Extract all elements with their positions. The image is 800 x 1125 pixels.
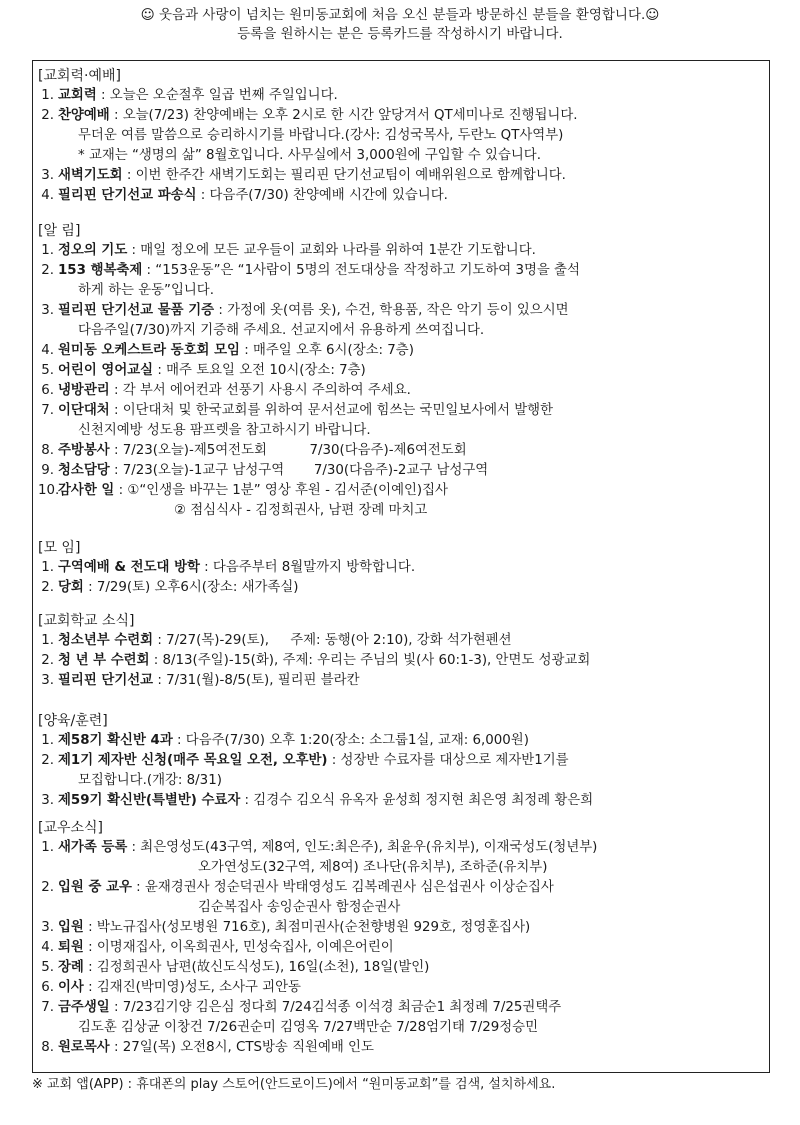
- item-number: 1 .: [38, 838, 54, 858]
- item-text: : 이번 한주간 새벽기도회는 필리핀 단기선교팀이 예배위원으로 함께합니다.: [122, 168, 566, 183]
- notice-item: [38, 481, 768, 501]
- item-text: : 가정에 옷(여름 옷), 수건, 학용품, 작은 악기 등이 있으시면: [214, 303, 569, 318]
- notice-item: [38, 241, 768, 261]
- section: [38, 66, 768, 206]
- section-title: [교우소식]: [38, 820, 104, 836]
- notice-item: [38, 461, 768, 481]
- notice-item: [38, 978, 768, 998]
- item-number: 3 .: [38, 301, 54, 321]
- item-heading: 새가족 등록: [58, 840, 128, 855]
- item-text: : 7/23김기양 김은심 정다희 7/24김석종 이석경 최금순1 최정례 7/25권택주: [109, 1000, 562, 1015]
- item-heading: 장례: [58, 960, 84, 975]
- notice-item: [38, 166, 768, 186]
- item-heading: 필리핀 단기선교 물품 기증: [58, 303, 215, 318]
- notice-item: [38, 441, 768, 461]
- notice-item: [38, 186, 768, 206]
- notice-item: [38, 918, 768, 938]
- item-continuation: 무더운 여름 말씀으로 승리하시기를 바랍니다.(강사: 김성국목사, 두란노 QT사역부): [78, 128, 564, 143]
- item-heading: 청소담당: [58, 463, 110, 478]
- item-number: 9 .: [38, 461, 54, 481]
- item-text: : 7/29(토) 오후6시(장소: 새가족실): [83, 580, 299, 595]
- item-number: 1 .: [38, 558, 54, 578]
- item-text: : 7/31(월)-8/5(토), 필리핀 블라칸: [153, 673, 360, 688]
- item-text: : 이명재집사, 이옥희권사, 민성숙집사, 이예은어린이: [83, 940, 394, 955]
- notice-item: [38, 938, 768, 958]
- item-number: 5 .: [38, 958, 54, 978]
- item-number: 4 .: [38, 938, 54, 958]
- item-continuation: 다음주일(7/30)까지 기증해 주세요. 선교지에서 유용하게 쓰여집니다.: [78, 323, 485, 338]
- item-heading: 제1기 제자반 신청(매주 목요일 오전, 오후반): [58, 753, 328, 768]
- item-heading: 제58기 확신반 4과: [58, 733, 173, 748]
- item-number: 8 .: [38, 1038, 54, 1058]
- item-heading: 153 행복축제: [58, 263, 143, 278]
- item-heading: 감사한 일: [58, 483, 115, 498]
- item-number: 2 .: [38, 751, 54, 771]
- section: [38, 221, 768, 521]
- notice-item: [38, 671, 768, 691]
- item-heading: 이사: [58, 980, 84, 995]
- item-text: : 김경수 김오식 유옥자 윤성희 정지현 최은영 최정례 황은희: [240, 793, 594, 808]
- item-text: : 각 부서 에어컨과 선풍기 사용시 주의하여 주세요.: [109, 383, 411, 398]
- item-text: : 최은영성도(43구역, 제8여, 인도:최은주), 최윤우(유치부), 이재국성도(청년부): [127, 840, 598, 855]
- notice-item: [38, 878, 768, 898]
- welcome-line-2: 등록을 원하시는 분은 등록카드를 작성하시기 바랍니다.: [237, 26, 563, 42]
- item-text: : 오늘(7/23) 찬양예배는 오후 2시로 한 시간 앞당겨서 QT세미나로 진행됩니다.: [109, 108, 578, 123]
- item-heading: 입원 중 교우: [58, 880, 132, 895]
- item-heading: 당회: [58, 580, 84, 595]
- item-number: 2 .: [38, 261, 54, 281]
- item-text: : 윤재경권사 정순덕권사 박태영성도 김복례권사 심은섭권사 이상순집사: [131, 880, 554, 895]
- item-heading: 필리핀 단기선교 파송식: [58, 188, 197, 203]
- item-text: : 7/23(오늘)-제5여전도회 7/30(다음주)-제6여전도회: [109, 443, 467, 458]
- item-text: : 7/23(오늘)-1교구 남성구역 7/30(다음주)-2교구 남성구역: [109, 463, 489, 478]
- item-continuation: 하게 하는 운동”입니다.: [78, 283, 214, 298]
- item-heading: 어린이 영어교실: [58, 363, 154, 378]
- app-notice: ※ 교회 앱(APP) : 휴대폰의 play 스토어(안드로이드)에서 “원미동교회”를 검색, 설치하세요.: [32, 1077, 556, 1092]
- notice-item: [38, 838, 768, 858]
- item-number: 3 .: [38, 166, 54, 186]
- item-heading: 주방봉사: [58, 443, 110, 458]
- item-heading: 구역예배 & 전도대 방학: [58, 560, 200, 575]
- notice-item: [38, 301, 768, 321]
- item-heading: 원미동 오케스트라 동호회 모임: [58, 343, 240, 358]
- item-text: : 박노규집사(성모병원 716호), 최점미권사(순천향병원 929호, 정영훈집사): [83, 920, 531, 935]
- item-heading: 이단대처: [58, 403, 110, 418]
- notice-item: [38, 1038, 768, 1058]
- item-number: 4 .: [38, 341, 54, 361]
- item-number: 2 .: [38, 578, 54, 598]
- item-text: : “153운동”은 “1사람이 5명의 전도대상을 작정하고 기도하여 3명을 출석: [142, 263, 580, 278]
- section-title: [모 임]: [38, 540, 81, 556]
- section: [38, 538, 768, 598]
- item-number: 2 .: [38, 878, 54, 898]
- item-text: : 다음주(7/30) 찬양예배 시간에 있습니다.: [196, 188, 448, 203]
- notice-item: [38, 998, 768, 1018]
- item-text: : ①“인생을 바꾸는 1분” 영상 후원 - 김서준(이예인)집사: [114, 483, 448, 498]
- item-text: : 김정희권사 남편(故신도식성도), 16일(소천), 18일(발인): [83, 960, 430, 975]
- section: [38, 611, 768, 691]
- notice-item: [38, 631, 768, 651]
- notice-item: [38, 86, 768, 106]
- item-heading: 새벽기도회: [58, 168, 123, 183]
- item-continuation: 모집합니다.(개강: 8/31): [78, 773, 222, 788]
- item-text: : 다음주(7/30) 오후 1:20(장소: 소그룹1실, 교재: 6,000원): [172, 733, 529, 748]
- item-continuation: 김도훈 김상균 이창건 7/26권순미 김영옥 7/27백만순 7/28엄기태 7/29정승민: [78, 1020, 538, 1035]
- item-text: : 성장반 수료자를 대상으로 제자반1기를: [327, 753, 569, 768]
- item-number: 1 .: [38, 86, 54, 106]
- item-heading: 제59기 확신반(특별반) 수료자: [58, 793, 241, 808]
- item-heading: 퇴원: [58, 940, 84, 955]
- notice-item: [38, 261, 768, 281]
- section: [38, 818, 768, 1058]
- item-continuation: ② 점심식사 - 김정희권사, 남편 장례 마치고: [174, 503, 428, 518]
- item-number: 2 .: [38, 106, 54, 126]
- item-number: 3 .: [38, 671, 54, 691]
- item-heading: 원로목사: [58, 1040, 110, 1055]
- item-number: 1 .: [38, 631, 54, 651]
- item-number: 7 .: [38, 998, 54, 1018]
- notice-item: [38, 651, 768, 671]
- notice-item: [38, 791, 768, 811]
- item-continuation: 신천지예방 성도용 팜프렛을 참고하시기 바랍니다.: [78, 423, 371, 438]
- item-continuation: * 교재는 “생명의 삶” 8월호입니다. 사무실에서 3,000원에 구입할 수 있습니다.: [78, 148, 541, 163]
- item-number: 2 .: [38, 651, 54, 671]
- item-text: : 8/13(주일)-15(화), 주제: 우리는 주님의 빛(사 60:1-3), 안면도 성광교회: [149, 653, 591, 668]
- notice-item: [38, 106, 768, 126]
- item-continuation: 오가연성도(32구역, 제8여) 조나단(유치부), 조하준(유치부): [198, 860, 548, 875]
- item-heading: 교회력: [58, 88, 97, 103]
- item-text: : 매주 토요일 오전 10시(장소: 7층): [153, 363, 366, 378]
- item-number: 6 .: [38, 381, 54, 401]
- notice-item: [38, 731, 768, 751]
- item-number: 3 .: [38, 791, 54, 811]
- item-heading: 필리핀 단기선교: [58, 673, 154, 688]
- item-number: 1 .: [38, 241, 54, 261]
- item-heading: 정오의 기도: [58, 243, 128, 258]
- section-title: [양육/훈련]: [38, 713, 108, 729]
- item-heading: 입원: [58, 920, 84, 935]
- welcome-line-1: ☺ 웃음과 사랑이 넘치는 원미동교회에 처음 오신 분들과 방문하신 분들을 환영합니다.☺: [140, 7, 660, 23]
- item-heading: 청소년부 수련회: [58, 633, 154, 648]
- notice-item: [38, 401, 768, 421]
- item-text: : 오늘은 오순절후 일곱 번째 주일입니다.: [96, 88, 338, 103]
- section-title: [알 림]: [38, 223, 81, 239]
- item-number: 5 .: [38, 361, 54, 381]
- notice-item: [38, 381, 768, 401]
- item-number: 7 .: [38, 401, 54, 421]
- item-number: 10 .: [38, 481, 54, 501]
- section: [38, 711, 768, 811]
- section-title: [교회력·예배]: [38, 68, 121, 84]
- item-heading: 냉방관리: [58, 383, 110, 398]
- item-text: : 27일(목) 오전8시, CTS방송 직원예배 인도: [109, 1040, 374, 1055]
- item-heading: 청 년 부 수련회: [58, 653, 150, 668]
- notice-item: [38, 751, 768, 771]
- item-text: : 다음주부터 8월말까지 방학합니다.: [199, 560, 416, 575]
- section-title: [교회학교 소식]: [38, 613, 135, 629]
- welcome-greeting: [0, 6, 800, 44]
- item-text: : 이단대처 및 한국교회를 위하여 문서선교에 힘쓰는 국민일보사에서 발행한: [109, 403, 553, 418]
- item-number: 4 .: [38, 186, 54, 206]
- item-number: 1 .: [38, 731, 54, 751]
- item-text: : 매주일 오후 6시(장소: 7층): [239, 343, 414, 358]
- item-heading: 찬양예배: [58, 108, 110, 123]
- notice-item: [38, 958, 768, 978]
- notice-item: [38, 361, 768, 381]
- item-number: 8 .: [38, 441, 54, 461]
- notice-item: [38, 558, 768, 578]
- item-number: 3 .: [38, 918, 54, 938]
- item-text: : 김재진(박미영)성도, 소사구 괴안동: [83, 980, 301, 995]
- notice-item: [38, 341, 768, 361]
- item-number: 6 .: [38, 978, 54, 998]
- item-text: : 7/27(목)-29(토), 주제: 동행(아 2:10), 강화 석가현펜션: [153, 633, 512, 648]
- item-continuation: 김순복집사 송잉순권사 함정순권사: [198, 900, 401, 915]
- item-text: : 매일 정오에 모든 교우들이 교회와 나라를 위하여 1분간 기도합니다.: [127, 243, 536, 258]
- item-heading: 금주생일: [58, 1000, 110, 1015]
- notice-item: [38, 578, 768, 598]
